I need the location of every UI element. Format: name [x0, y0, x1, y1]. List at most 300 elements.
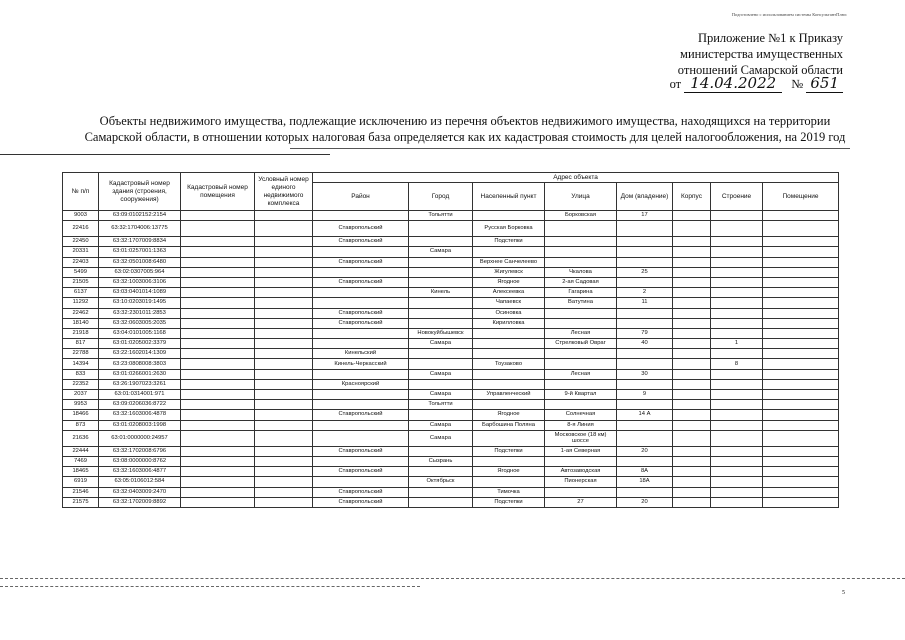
- cell-cad-room: [181, 298, 255, 308]
- cell-city: [409, 497, 473, 507]
- cell-city: Тольятти: [409, 211, 473, 221]
- header-building: Строение: [711, 183, 763, 211]
- header-cond-num: Условный номер единого недвижимого комплекса: [255, 173, 313, 211]
- cell-cad-building: 63:08:0000000:8762: [99, 456, 181, 466]
- cell-rooms: [763, 318, 839, 328]
- cell-house: 18А: [617, 477, 673, 487]
- cell-cond-num: [255, 308, 313, 318]
- cell-cond-num: [255, 288, 313, 298]
- cell-settlement: Тоузаково: [473, 359, 545, 369]
- properties-table: [62, 172, 839, 508]
- cell-settlement: Русская Борковка: [473, 221, 545, 237]
- cell-cad-room: [181, 430, 255, 446]
- cell-cond-num: [255, 497, 313, 507]
- cell-street: [545, 237, 617, 247]
- cell-building: [711, 390, 763, 400]
- cell-city: [409, 487, 473, 497]
- cell-num: 22352: [63, 379, 99, 389]
- handwritten-number: 651: [806, 74, 843, 93]
- header-street: Улица: [545, 183, 617, 211]
- cell-settlement: Подстепки: [473, 237, 545, 247]
- cell-cad-building: 63:01:0314001:971: [99, 390, 181, 400]
- cell-cad-building: 63:03:0401014:1089: [99, 288, 181, 298]
- order-date-number: [670, 74, 843, 92]
- cell-rooms: [763, 308, 839, 318]
- cell-street: Лесная: [545, 328, 617, 338]
- cell-settlement: [473, 400, 545, 410]
- cell-cond-num: [255, 400, 313, 410]
- cell-city: [409, 410, 473, 420]
- table-row: [63, 369, 839, 379]
- table-row: [63, 390, 839, 400]
- cell-rooms: [763, 390, 839, 400]
- cell-num: 22788: [63, 349, 99, 359]
- cell-district: [313, 477, 409, 487]
- cell-cad-room: [181, 487, 255, 497]
- cell-city: [409, 446, 473, 456]
- cell-cad-building: 63:05:0106012:584: [99, 477, 181, 487]
- cell-cond-num: [255, 379, 313, 389]
- cell-building: [711, 400, 763, 410]
- cell-cond-num: [255, 257, 313, 267]
- appendix-line-2: министерства имущественных: [680, 47, 843, 61]
- cell-rooms: [763, 359, 839, 369]
- cell-num: 5499: [63, 267, 99, 277]
- cell-rooms: [763, 400, 839, 410]
- cell-cond-num: [255, 237, 313, 247]
- cell-district: [313, 390, 409, 400]
- cell-district: [313, 298, 409, 308]
- cell-district: Ставропольский: [313, 237, 409, 247]
- cell-korpus: [673, 328, 711, 338]
- cell-building: 8: [711, 359, 763, 369]
- cell-district: [313, 247, 409, 257]
- table-row: [63, 359, 839, 369]
- cell-rooms: [763, 277, 839, 287]
- cell-korpus: [673, 298, 711, 308]
- cell-num: 22444: [63, 446, 99, 456]
- cell-district: [313, 267, 409, 277]
- cell-cad-room: [181, 247, 255, 257]
- cell-city: Сызрань: [409, 456, 473, 466]
- cell-korpus: [673, 369, 711, 379]
- scan-artifact-line: [0, 154, 330, 155]
- cell-district: Ставропольский: [313, 221, 409, 237]
- cell-rooms: [763, 221, 839, 237]
- cell-cad-building: 63:09:0206036:8722: [99, 400, 181, 410]
- cell-settlement: [473, 379, 545, 389]
- cell-num: 22416: [63, 221, 99, 237]
- cell-num: 14394: [63, 359, 99, 369]
- cell-cad-room: [181, 257, 255, 267]
- cell-settlement: Ягодное: [473, 467, 545, 477]
- cell-settlement: [473, 369, 545, 379]
- cell-city: Самара: [409, 420, 473, 430]
- table-body: [63, 211, 839, 508]
- cell-city: [409, 267, 473, 277]
- cell-house: 79: [617, 328, 673, 338]
- cell-building: [711, 379, 763, 389]
- cell-rooms: [763, 267, 839, 277]
- cell-city: Тольятти: [409, 400, 473, 410]
- cell-cad-room: [181, 221, 255, 237]
- cell-district: [313, 288, 409, 298]
- header-korpus: Корпус: [673, 183, 711, 211]
- cell-rooms: [763, 487, 839, 497]
- table-row: [63, 247, 839, 257]
- cell-rooms: [763, 420, 839, 430]
- cell-cad-building: 63:01:0266001:2630: [99, 369, 181, 379]
- cell-settlement: Тимочка: [473, 487, 545, 497]
- cell-street: [545, 247, 617, 257]
- cell-cond-num: [255, 369, 313, 379]
- cell-cad-building: 63:32:1704006:13775: [99, 221, 181, 237]
- cell-street: Чкалова: [545, 267, 617, 277]
- cell-house: [617, 379, 673, 389]
- table-row: [63, 410, 839, 420]
- table-row: [63, 237, 839, 247]
- cell-building: [711, 420, 763, 430]
- cell-city: Новокуйбышевск: [409, 328, 473, 338]
- cell-settlement: [473, 328, 545, 338]
- cell-city: Самара: [409, 369, 473, 379]
- cell-settlement: Чапаевск: [473, 298, 545, 308]
- cell-korpus: [673, 430, 711, 446]
- cell-cad-building: 63:32:2301011:2853: [99, 308, 181, 318]
- cell-house: 2: [617, 288, 673, 298]
- cell-street: [545, 400, 617, 410]
- cell-building: [711, 247, 763, 257]
- cell-house: 11: [617, 298, 673, 308]
- cell-building: [711, 487, 763, 497]
- table-row: [63, 288, 839, 298]
- cell-settlement: Подстепки: [473, 446, 545, 456]
- cell-cond-num: [255, 359, 313, 369]
- cell-korpus: [673, 400, 711, 410]
- cell-settlement: Осиновка: [473, 308, 545, 318]
- cell-house: [617, 277, 673, 287]
- cell-cond-num: [255, 339, 313, 349]
- cell-street: Автозаводская: [545, 467, 617, 477]
- cell-cond-num: [255, 318, 313, 328]
- cell-house: 20: [617, 497, 673, 507]
- cell-cad-room: [181, 277, 255, 287]
- cell-korpus: [673, 339, 711, 349]
- cell-settlement: Барбошина Поляна: [473, 420, 545, 430]
- cell-house: [617, 318, 673, 328]
- cell-rooms: [763, 211, 839, 221]
- header-house: Дом (владение): [617, 183, 673, 211]
- table-row: [63, 430, 839, 446]
- cell-korpus: [673, 211, 711, 221]
- cell-street: Стрелковый Овраг: [545, 339, 617, 349]
- cell-settlement: [473, 430, 545, 446]
- cell-cad-room: [181, 318, 255, 328]
- table-row: [63, 477, 839, 487]
- table-row: [63, 257, 839, 267]
- cell-cond-num: [255, 487, 313, 497]
- cell-rooms: [763, 430, 839, 446]
- cell-num: 7469: [63, 456, 99, 466]
- table-row: [63, 379, 839, 389]
- cell-house: [617, 359, 673, 369]
- cell-street: 1-ая Северная: [545, 446, 617, 456]
- header-address: Адрес объекта: [313, 173, 839, 183]
- cell-rooms: [763, 298, 839, 308]
- cell-house: 17: [617, 211, 673, 221]
- cell-cad-room: [181, 288, 255, 298]
- cell-district: Ставропольский: [313, 277, 409, 287]
- cell-house: [617, 308, 673, 318]
- cell-num: 18140: [63, 318, 99, 328]
- cell-korpus: [673, 446, 711, 456]
- table-row: [63, 467, 839, 477]
- cell-building: [711, 237, 763, 247]
- cell-building: [711, 221, 763, 237]
- cell-korpus: [673, 247, 711, 257]
- cell-num: 6137: [63, 288, 99, 298]
- cell-num: 9003: [63, 211, 99, 221]
- cell-cad-room: [181, 446, 255, 456]
- cell-building: [711, 288, 763, 298]
- cell-rooms: [763, 446, 839, 456]
- cell-rooms: [763, 477, 839, 487]
- cell-cad-building: 63:32:0603005:2035: [99, 318, 181, 328]
- cell-cond-num: [255, 349, 313, 359]
- cell-street: [545, 257, 617, 267]
- cell-district: Красноярский: [313, 379, 409, 389]
- cell-street: [545, 359, 617, 369]
- cell-district: [313, 211, 409, 221]
- cell-cad-room: [181, 400, 255, 410]
- table-row: [63, 298, 839, 308]
- table-row: [63, 400, 839, 410]
- cell-district: [313, 430, 409, 446]
- cell-city: [409, 318, 473, 328]
- cell-city: Самара: [409, 339, 473, 349]
- cell-building: [711, 467, 763, 477]
- cell-street: Борковская: [545, 211, 617, 221]
- cell-district: Ставропольский: [313, 467, 409, 477]
- cell-building: [711, 477, 763, 487]
- cell-district: [313, 420, 409, 430]
- cell-cad-building: 63:32:1702009:8892: [99, 497, 181, 507]
- cell-korpus: [673, 349, 711, 359]
- cell-street: [545, 308, 617, 318]
- cell-city: [409, 379, 473, 389]
- cell-cond-num: [255, 477, 313, 487]
- cell-street: [545, 318, 617, 328]
- cell-city: [409, 349, 473, 359]
- cell-cad-building: 63:32:1707009:8834: [99, 237, 181, 247]
- cell-korpus: [673, 379, 711, 389]
- cell-building: [711, 497, 763, 507]
- table-row: [63, 277, 839, 287]
- cell-settlement: Кирилловка: [473, 318, 545, 328]
- table-row: [63, 308, 839, 318]
- cell-house: [617, 237, 673, 247]
- cell-cad-building: 63:32:0403009:2470: [99, 487, 181, 497]
- header-settlement: Населенный пункт: [473, 183, 545, 211]
- cell-settlement: [473, 477, 545, 487]
- appendix-line-1: Приложение №1 к Приказу: [697, 31, 843, 45]
- table-row: [63, 267, 839, 277]
- cell-house: 25: [617, 267, 673, 277]
- cell-building: [711, 257, 763, 267]
- cell-cad-building: 63:01:0205002:3379: [99, 339, 181, 349]
- cell-house: 8А: [617, 467, 673, 477]
- cell-num: 22403: [63, 257, 99, 267]
- cell-settlement: Жигулевск: [473, 267, 545, 277]
- cell-cad-building: 63:04:0101005:1168: [99, 328, 181, 338]
- scan-artifact-line: [0, 586, 420, 587]
- cell-cad-room: [181, 379, 255, 389]
- cell-building: [711, 328, 763, 338]
- cell-district: [313, 456, 409, 466]
- cell-num: 21575: [63, 497, 99, 507]
- cell-korpus: [673, 410, 711, 420]
- cell-house: 40: [617, 339, 673, 349]
- cell-num: 22450: [63, 237, 99, 247]
- cell-rooms: [763, 497, 839, 507]
- table-row: [63, 211, 839, 221]
- cell-cond-num: [255, 211, 313, 221]
- cell-settlement: [473, 211, 545, 221]
- scan-artifact-line: [0, 578, 905, 579]
- document-title: Объекты недвижимого имущества, подлежащие исключению из перечня объектов недвижимого имущества, находящихся на территории Самарской области, в отношении которых налоговая база определяется как их кадастровая стоимость для целей налогообложения, на 2019 год: [84, 114, 846, 144]
- cell-cad-building: 63:32:1003006:3106: [99, 277, 181, 287]
- cell-cond-num: [255, 430, 313, 446]
- cell-rooms: [763, 288, 839, 298]
- cell-city: [409, 298, 473, 308]
- cell-street: 2-ая Садовая: [545, 277, 617, 287]
- cell-city: Самара: [409, 247, 473, 257]
- cell-house: [617, 420, 673, 430]
- cell-building: [711, 277, 763, 287]
- cell-korpus: [673, 359, 711, 369]
- cell-korpus: [673, 308, 711, 318]
- header-district: Район: [313, 183, 409, 211]
- cell-num: 21505: [63, 277, 99, 287]
- cell-street: 27: [545, 497, 617, 507]
- cell-city: Самара: [409, 430, 473, 446]
- cell-korpus: [673, 267, 711, 277]
- cell-building: [711, 349, 763, 359]
- cell-cad-room: [181, 420, 255, 430]
- cell-cad-building: 63:01:0257001:1363: [99, 247, 181, 257]
- cell-cad-room: [181, 359, 255, 369]
- cell-num: 21636: [63, 430, 99, 446]
- cell-cond-num: [255, 420, 313, 430]
- cell-cond-num: [255, 390, 313, 400]
- cell-num: 21546: [63, 487, 99, 497]
- cell-korpus: [673, 467, 711, 477]
- cell-korpus: [673, 420, 711, 430]
- cell-street: 9-й Квартал: [545, 390, 617, 400]
- cell-cad-room: [181, 349, 255, 359]
- cell-street: [545, 221, 617, 237]
- cell-building: [711, 410, 763, 420]
- header-num: № п/п: [63, 173, 99, 211]
- cell-rooms: [763, 328, 839, 338]
- cell-num: 22462: [63, 308, 99, 318]
- cell-cad-building: 63:32:0501008:6480: [99, 257, 181, 267]
- cell-cad-room: [181, 467, 255, 477]
- cell-korpus: [673, 237, 711, 247]
- cell-num: 20331: [63, 247, 99, 257]
- cell-num: 873: [63, 420, 99, 430]
- cell-korpus: [673, 318, 711, 328]
- cell-cond-num: [255, 247, 313, 257]
- cell-street: 8-я Линия: [545, 420, 617, 430]
- cell-cad-room: [181, 456, 255, 466]
- cell-district: [313, 339, 409, 349]
- page-number: 5: [842, 590, 845, 596]
- scan-artifact-line: [290, 148, 850, 149]
- cell-cad-room: [181, 390, 255, 400]
- cell-korpus: [673, 221, 711, 237]
- cell-cond-num: [255, 328, 313, 338]
- cell-city: [409, 308, 473, 318]
- cell-district: [313, 328, 409, 338]
- header-cad-room: Кадастровый номер помещения: [181, 173, 255, 211]
- cell-district: Ставропольский: [313, 308, 409, 318]
- cell-building: [711, 298, 763, 308]
- cell-house: [617, 487, 673, 497]
- cell-house: 30: [617, 369, 673, 379]
- cell-cond-num: [255, 221, 313, 237]
- cell-district: Ставропольский: [313, 497, 409, 507]
- cell-num: 833: [63, 369, 99, 379]
- cell-street: [545, 456, 617, 466]
- cell-rooms: [763, 349, 839, 359]
- cell-house: [617, 349, 673, 359]
- cell-settlement: Верхнее Санчелеево: [473, 257, 545, 267]
- cell-cad-building: 63:01:0000000:24957: [99, 430, 181, 446]
- header-stamp: Подготовлено с использованием системы КонсультантПлюс: [731, 12, 847, 17]
- cell-cond-num: [255, 456, 313, 466]
- table-row: [63, 318, 839, 328]
- cell-num: 817: [63, 339, 99, 349]
- appendix-block: [583, 30, 843, 78]
- cell-cad-building: 63:10:0203019:1495: [99, 298, 181, 308]
- cell-cond-num: [255, 467, 313, 477]
- cell-num: 21918: [63, 328, 99, 338]
- cell-korpus: [673, 487, 711, 497]
- cell-house: 14 А: [617, 410, 673, 420]
- cell-district: Кинельский: [313, 349, 409, 359]
- cell-building: [711, 446, 763, 456]
- cell-district: [313, 400, 409, 410]
- cell-num: 18465: [63, 467, 99, 477]
- cell-num: 2037: [63, 390, 99, 400]
- cell-cad-building: 63:22:1602014:1309: [99, 349, 181, 359]
- cell-korpus: [673, 277, 711, 287]
- cell-district: Ставропольский: [313, 487, 409, 497]
- cell-cad-room: [181, 410, 255, 420]
- cell-district: Ставропольский: [313, 410, 409, 420]
- cell-korpus: [673, 497, 711, 507]
- cell-settlement: [473, 247, 545, 257]
- cell-city: [409, 257, 473, 267]
- cell-city: Кинель: [409, 288, 473, 298]
- table-row: [63, 420, 839, 430]
- cell-district: Ставропольский: [313, 318, 409, 328]
- cell-cad-building: 63:09:0102152:2154: [99, 211, 181, 221]
- cell-house: [617, 247, 673, 257]
- table-row: [63, 339, 839, 349]
- cell-cad-room: [181, 211, 255, 221]
